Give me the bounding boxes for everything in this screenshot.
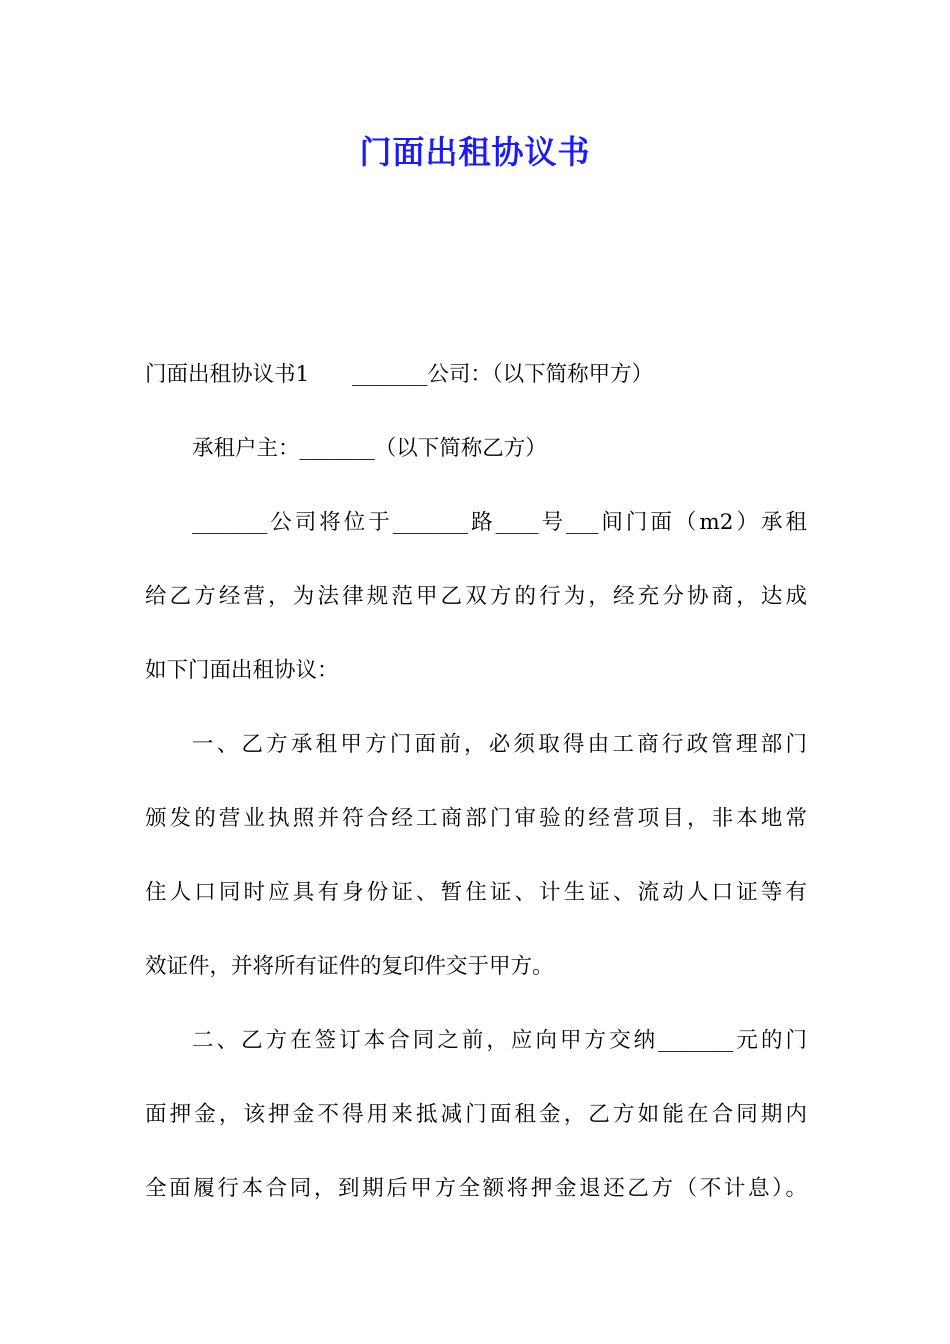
line-5: 如下门面出租协议： (145, 658, 339, 683)
line-6: 一、乙方承租甲方门面前，必须取得由工商行政管理部门 (192, 732, 807, 757)
line-7: 颁发的营业执照并符合经工商部门审验的经营项目，非本地常 (145, 806, 807, 831)
line-12: 全面履行本合同，到期后甲方全额将押金退还乙方（不计息）。 (145, 1176, 807, 1201)
line-10: 二、乙方在签订本合同之前，应向甲方交纳_______元的门 (192, 1028, 807, 1053)
document-title: 门面出租协议书 (359, 133, 591, 171)
line-11: 面押金，该押金不得用来抵减门面租金，乙方如能在合同期内 (145, 1102, 807, 1127)
line-1: 门面出租协议书1 _______公司：（以下简称甲方） (145, 362, 654, 387)
document-body (145, 338, 807, 1226)
line-9: 效证件，并将所有证件的复印件交于甲方。 (145, 954, 554, 979)
line-8: 住人口同时应具有身份证、暂住证、计生证、流动人口证等有 (145, 880, 807, 905)
line-2: 承租户主：_______（以下简称乙方） (192, 436, 547, 461)
line-4: 给乙方经营，为法律规范甲乙双方的行为，经充分协商，达成 (145, 584, 807, 609)
line-3: _______公司将位于_______路____号___间门面（m2）承租 (192, 510, 807, 535)
